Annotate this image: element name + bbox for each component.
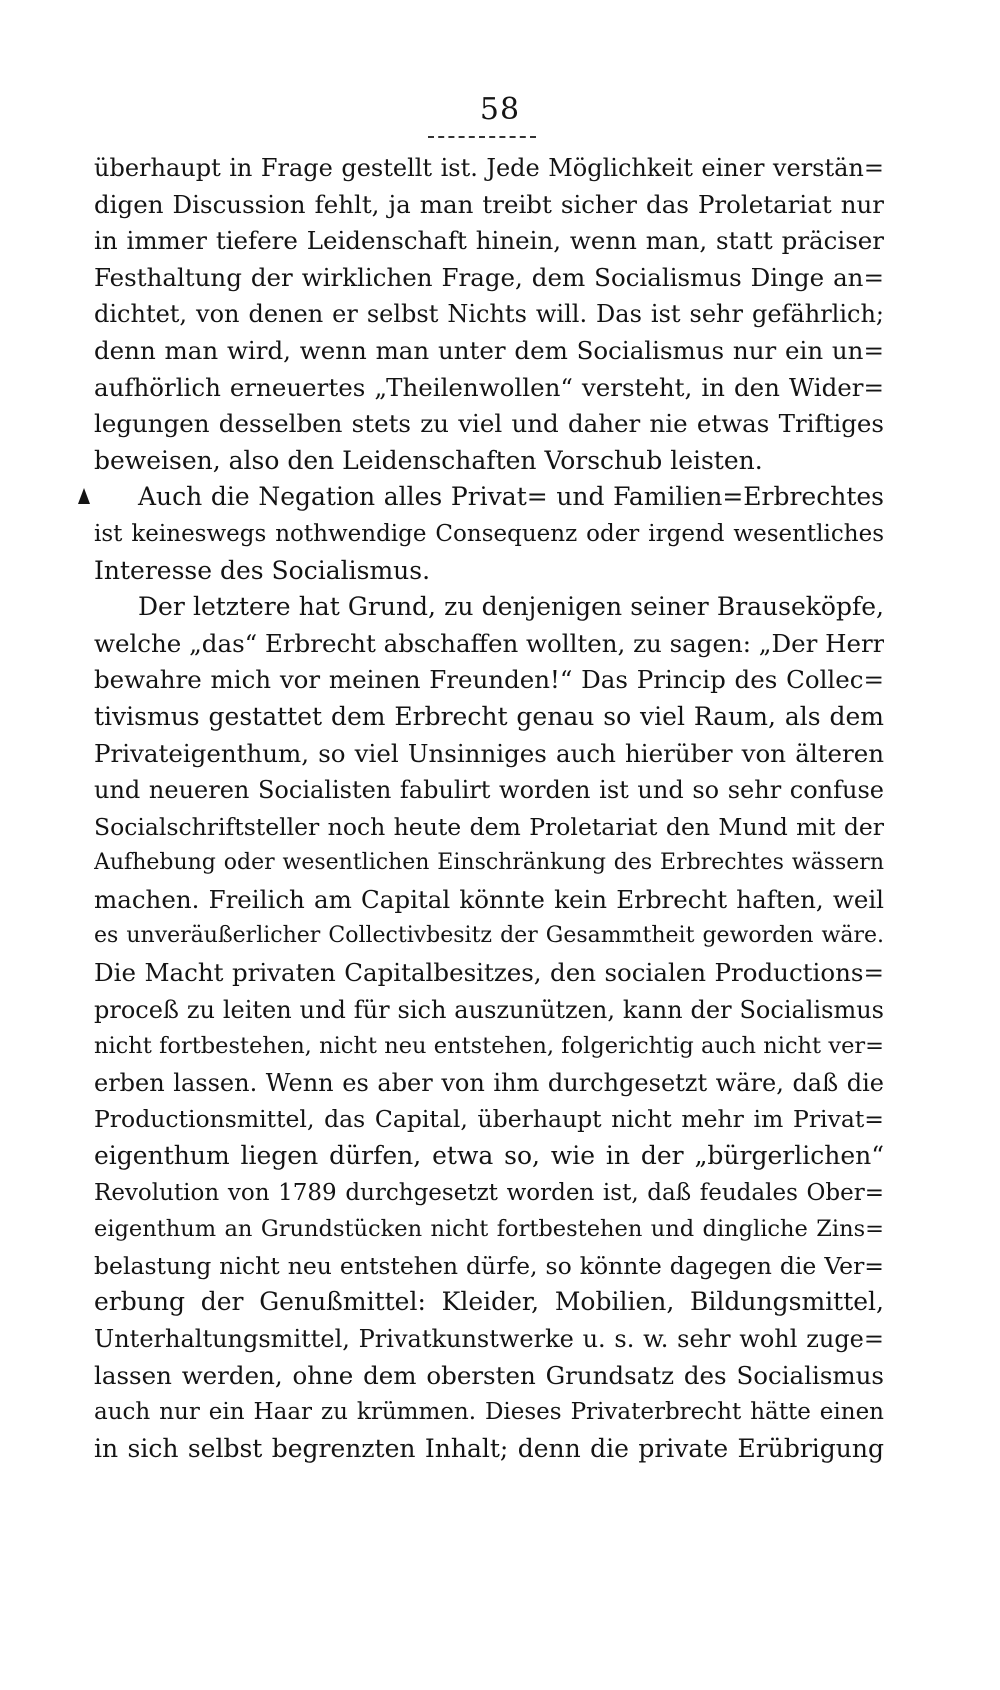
- text-line: Die Macht privaten Capitalbesitzes, den socialen Productions=: [94, 958, 884, 988]
- text-line: Interesse des Socialismus.: [94, 555, 431, 585]
- text-line: Unterhaltungsmittel, Privatkunstwerke u. s. w. sehr wohl zuge=: [94, 1325, 884, 1353]
- text-line: Socialschriftsteller noch heute dem Proletariat den Mund mit der: [94, 812, 884, 841]
- text-line: beweisen, also den Leidenschaften Vorschub leisten.: [94, 445, 763, 475]
- page-number: 58: [479, 92, 521, 127]
- text-line: Privateigenthum, so viel Unsinniges auch hierüber von älteren: [94, 738, 884, 768]
- paragraph-mark-icon: [78, 488, 90, 504]
- text-line: erbung der Genußmittel: Kleider, Mobilien, Bildungsmittel,: [94, 1287, 884, 1317]
- text-line: Productionsmittel, das Capital, überhaupt nicht mehr im Privat=: [94, 1105, 884, 1134]
- text-line: auch nur ein Haar zu krümmen. Dieses Privaterbrecht hätte einen: [94, 1399, 884, 1426]
- text-line: tivismus gestattet dem Erbrecht genau so viel Raum, als dem: [94, 701, 884, 731]
- text-line: Auch die Negation alles Privat= und Familien=Erbrechtes: [138, 482, 884, 512]
- text-line: digen Discussion fehlt, ja man treibt sicher das Proletariat nur: [94, 189, 884, 219]
- text-line: Revolution von 1789 durchgesetzt worden ist, daß feudales Ober=: [94, 1179, 884, 1206]
- text-line: machen. Freilich am Capital könnte kein Erbrecht haften, weil: [94, 884, 884, 914]
- text-line: in sich selbst begrenzten Inhalt; denn die private Erübrigung: [94, 1433, 884, 1463]
- text-line: es unveräußerlicher Collectivbesitz der Gesammtheit geworden wäre.: [94, 923, 884, 949]
- text-line: belastung nicht neu entstehen dürfe, so könnte dagegen die Ver=: [94, 1251, 884, 1280]
- text-line: lassen werden, ohne dem obersten Grundsatz des Socialismus: [94, 1360, 884, 1390]
- text-line: nicht fortbestehen, nicht neu entstehen, folgerichtig auch nicht ver=: [94, 1033, 884, 1060]
- body-text: [94, 150, 884, 1467]
- text-line: aufhörlich erneuertes „Theilenwollen“ versteht, in den Wider=: [94, 372, 884, 402]
- text-line: überhaupt in Frage gestellt ist. Jede Möglichkeit einer verstän=: [94, 154, 884, 182]
- text-line: Festhaltung der wirklichen Frage, dem Socialismus Dinge an=: [94, 262, 884, 292]
- text-line: bewahre mich vor meinen Freunden!“ Das Princip des Collec=: [94, 665, 884, 695]
- text-line: erben lassen. Wenn es aber von ihm durchgesetzt wäre, daß die: [94, 1068, 884, 1097]
- text-line: denn man wird, wenn man unter dem Socialismus nur ein un=: [94, 335, 884, 365]
- text-line: Der letztere hat Grund, zu denjenigen seiner Brauseköpfe,: [138, 592, 884, 622]
- text-line: und neueren Socialisten fabulirt worden ist und so sehr confuse: [94, 776, 884, 805]
- text-line: eigenthum liegen dürfen, etwa so, wie in der „bürgerlichen“: [94, 1141, 884, 1171]
- text-line: proceß zu leiten und für sich auszunützen, kann der Socialismus: [94, 995, 884, 1024]
- text-line: eigenthum an Grundstücken nicht fortbestehen und dingliche Zins=: [94, 1216, 884, 1243]
- text-line: legungen desselben stets zu viel und daher nie etwas Triftiges: [94, 409, 884, 439]
- text-line: dichtet, von denen er selbst Nichts will. Das ist sehr gefährlich;: [94, 300, 884, 329]
- text-line: in immer tiefere Leidenschaft hinein, wenn man, statt präciser: [94, 226, 884, 256]
- text-line: ist keineswegs nothwendige Consequenz oder irgend wesentliches: [94, 520, 884, 547]
- header-rule: [428, 136, 536, 138]
- text-line: welche „das“ Erbrecht abschaffen wollten, zu sagen: „Der Herr: [94, 628, 884, 658]
- text-line: Aufhebung oder wesentlichen Einschränkung des Erbrechtes wässern: [94, 850, 884, 876]
